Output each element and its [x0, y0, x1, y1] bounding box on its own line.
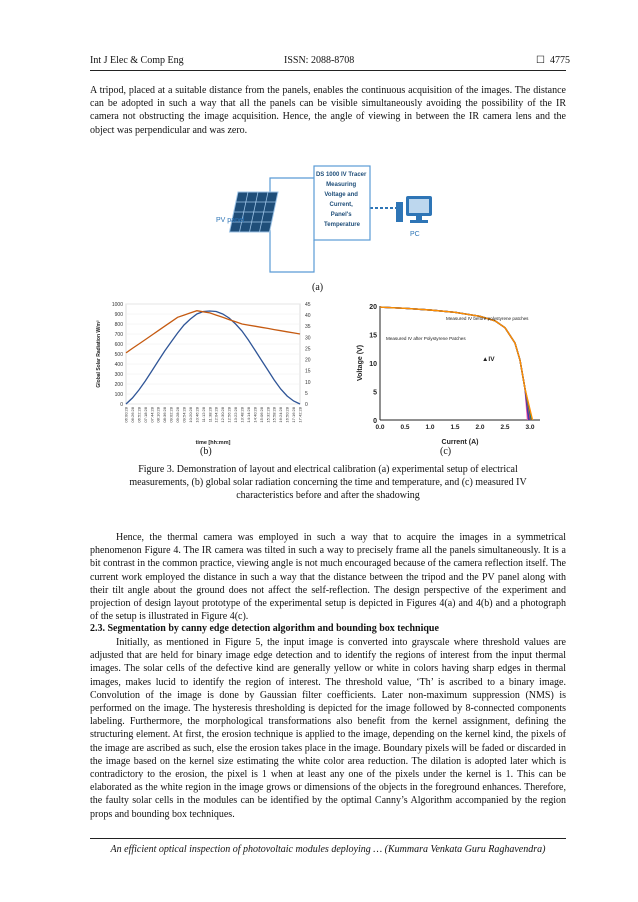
iv-curve-1: [380, 307, 529, 420]
y-tick-label: 10: [369, 361, 377, 368]
x-tick-label: 07:44:28: [149, 407, 155, 423]
x-tick-label: 0.5: [400, 424, 410, 431]
x-tick-label: 10:46:28: [194, 407, 200, 423]
x-tick-label: 12:04:28: [213, 407, 219, 423]
y2-tick-label: 35: [305, 324, 311, 331]
y2-tick-label: 45: [305, 302, 311, 308]
y-tick-label: 1000: [111, 302, 123, 308]
pv-panel-icon: [229, 192, 278, 232]
y-tick-label: 100: [114, 392, 123, 398]
y2-tick-label: 20: [305, 357, 311, 364]
pc-icon: [396, 196, 432, 223]
y-tick-label: 300: [114, 372, 123, 378]
journal-name: Int J Elec & Comp Eng: [90, 55, 184, 66]
footer-rule: [90, 838, 566, 839]
x-tick-label: 0.0: [375, 424, 385, 431]
y-tick-label: 400: [114, 362, 123, 368]
x-axis-label: time [hh:mm]: [195, 440, 231, 446]
x-tick-label: 3.0: [525, 424, 535, 431]
y-axis-label: Global Solar Radiation W/m²: [96, 320, 102, 388]
iv-curve-2: [380, 307, 530, 420]
x-tick-label: 13:48:28: [239, 407, 245, 423]
x-tick-label: 13:22:28: [233, 407, 239, 423]
x-tick-label: 15:06:28: [258, 407, 264, 423]
figure-a-sublabel: (a): [312, 282, 324, 293]
x-tick-label: 1.5: [450, 424, 460, 431]
x-tick-label: 2.5: [500, 424, 510, 431]
x-tick-label: 09:02:28: [168, 407, 174, 423]
figure-b-chart: [90, 296, 330, 446]
y2-tick-label: 40: [305, 313, 311, 320]
x-tick-label: 10:20:28: [187, 407, 193, 423]
y2-tick-label: 15: [305, 368, 311, 375]
x-tick-label: 15:58:28: [271, 407, 277, 423]
tracer-label: DS 1000 IV Tracer Measuring Voltage and Current, Panel's Temperature: [315, 172, 367, 228]
y-tick-label: 700: [114, 332, 123, 338]
y-tick-label: 500: [114, 352, 123, 358]
figure-b-sublabel: (b): [200, 446, 212, 457]
y2-tick-label: 10: [305, 379, 311, 386]
y2-tick-label: 0: [305, 402, 308, 408]
iv-curve-4: [380, 307, 532, 420]
y2-tick-label: 25: [305, 346, 311, 353]
page-number: 4775: [550, 55, 570, 66]
x-tick-label: 11:12:28: [200, 407, 206, 423]
y-tick-label: 200: [114, 382, 123, 388]
paragraph-2: Hence, the thermal camera was employed in such a way that to acquire the images in a symmetrical phenomenon Figure 4. The IR camera was tilted in such a way to precisely frame all the panels simultaneously. It is a bit contrast in the common practice, viewing angle is not much encouraged because of the camera reflection itself. The current work employed the distance in such a way that the distance between the tripod and the PV panel along with their tilt angle about the ground does not affect the self-reflection. The design perspective of the experiment and projection of design layout prototype of the experimental setup is depicted in Figures 4(a) and 4(b) and a photograph of the setup is illustrated in Figure 4(c).: [90, 532, 566, 623]
x-tick-label: 08:36:28: [162, 407, 168, 423]
paragraph-3: Initially, as mentioned in Figure 5, the input image is converted into grayscale where threshold values are adjusted that are held for binary image edge detection and to identify the regions of interest from the input thermal images. The solar cells of the defective kind are generally yellow or white in colors having sharp edges in thermal images, makes lucid to identify the region of interest. The threshold value, ‘Th’ is ascribed to a binary image. Convolution of the image is done by Gaussian filter coefficients. Later non-maximum suppression (NMS) is performed on the image. The hysteresis thresholding is depicted for the image followed by 8-connected components labeling. Furthermore, the morphological transformations also benefit from the kernel assignment, defining the structuring element. At first, the erosion technique is applied to the image, depending on the kernel kind, the pixels of the image are ascribed as such, else the erosion takes place in the image. Boundary pixels will be faded or discarded in the image based on the kernel size estimating the white color area reduction. The dilation is adopted later which is contradictory to the erosion, the pixel is 1 when at least any one of the pixels under the kernel is 1. This can be elaborated as the white region in the image grows or dimensions of the objects in the foreground enhances. Therefore, the faulty solar cells in the modules can be identified by the optimal Canny’s Algorithm accompanied by the region props and bounding box techniques.: [90, 637, 566, 820]
y-tick-label: 15: [369, 332, 377, 340]
x-tick-label: 06:52:28: [136, 407, 142, 423]
x-tick-label: 09:28:28: [175, 407, 181, 423]
series-line-1: [126, 311, 300, 353]
y2-tick-label: 30: [305, 335, 311, 342]
x-tick-label: 08:10:28: [155, 407, 161, 423]
x-tick-label: 06:26:28: [129, 407, 135, 423]
series-line-0: [126, 311, 300, 404]
figure-caption: Figure 3. Demonstration of layout and electrical calibration (a) experimental setup of electrical measurements, (b) global solar radiation concerning the time and temperature, and (c) measured IV characteristics before and after the shadowing: [129, 464, 527, 502]
x-tick-label: 12:30:28: [220, 407, 226, 423]
x-tick-label: 06:00:28: [123, 407, 129, 423]
annotation-before: Measured IV before polystyrene patches: [446, 316, 529, 321]
x-tick-label: 14:14:28: [245, 407, 251, 423]
checkbox-icon: ☐: [536, 55, 545, 66]
figure-c-sublabel: (c): [440, 446, 452, 457]
x-tick-label: 14:40:28: [252, 407, 258, 423]
x-axis-label: Current (A): [441, 439, 479, 446]
paragraph-1: A tripod, placed at a suitable distance from the panels, enables the continuous acquisition of the images. The distance can be adopted in such a way that all the panels can be visible simultaneously avoiding the possibility of the IR camera not obstructing the image acquisition. Hence, the angle of viewing in between the IR camera lens and the object was perpendicular and was zero.: [90, 85, 566, 136]
y-tick-label: 0: [120, 402, 123, 408]
x-tick-label: 16:24:28: [278, 407, 284, 423]
annotation-after: Measured IV after Polystyrene Patches: [386, 336, 466, 341]
x-tick-label: 2.0: [475, 424, 485, 431]
iv-curve-3: [380, 307, 531, 420]
header-rule: [90, 70, 566, 71]
x-tick-label: 07:18:28: [142, 407, 148, 423]
x-tick-label: 16:50:28: [284, 407, 290, 423]
wire-tracer-to-pv: [270, 230, 314, 272]
issn: ISSN: 2088-8708: [284, 55, 355, 66]
figure-a-diagram: [210, 160, 450, 280]
y-axis-label: Voltage (V): [357, 344, 364, 382]
y2-tick-label: 5: [305, 390, 308, 397]
y-tick-label: 800: [114, 322, 123, 328]
running-footer: An efficient optical inspection of photovoltaic modules deploying … (Kummara Venkata Guru Raghavendra): [110, 844, 546, 855]
x-tick-label: 1.0: [425, 424, 435, 431]
annotation-iv: ▲IV: [482, 356, 495, 363]
x-tick-label: 17:42:28: [297, 407, 303, 423]
x-tick-label: 17:16:28: [291, 407, 297, 423]
y-tick-label: 0: [373, 418, 377, 425]
pv-panel-label: PV panel: [216, 217, 245, 224]
x-tick-label: 11:38:28: [207, 407, 213, 423]
y-tick-label: 600: [114, 342, 123, 348]
figure-c-chart: [350, 298, 550, 446]
x-tick-label: 15:32:28: [265, 407, 271, 423]
iv-curve-5: [380, 307, 533, 420]
x-tick-label: 09:54:28: [181, 407, 187, 423]
pc-label: PC: [410, 231, 420, 238]
y-tick-label: 900: [114, 312, 123, 318]
y-tick-label: 20: [369, 304, 377, 311]
iv-curve-0: [380, 307, 528, 420]
x-tick-label: 12:56:28: [226, 407, 232, 423]
y-tick-label: 5: [373, 389, 377, 397]
section-title: 2.3. Segmentation by canny edge detection algorithm and bounding box technique: [90, 623, 439, 634]
